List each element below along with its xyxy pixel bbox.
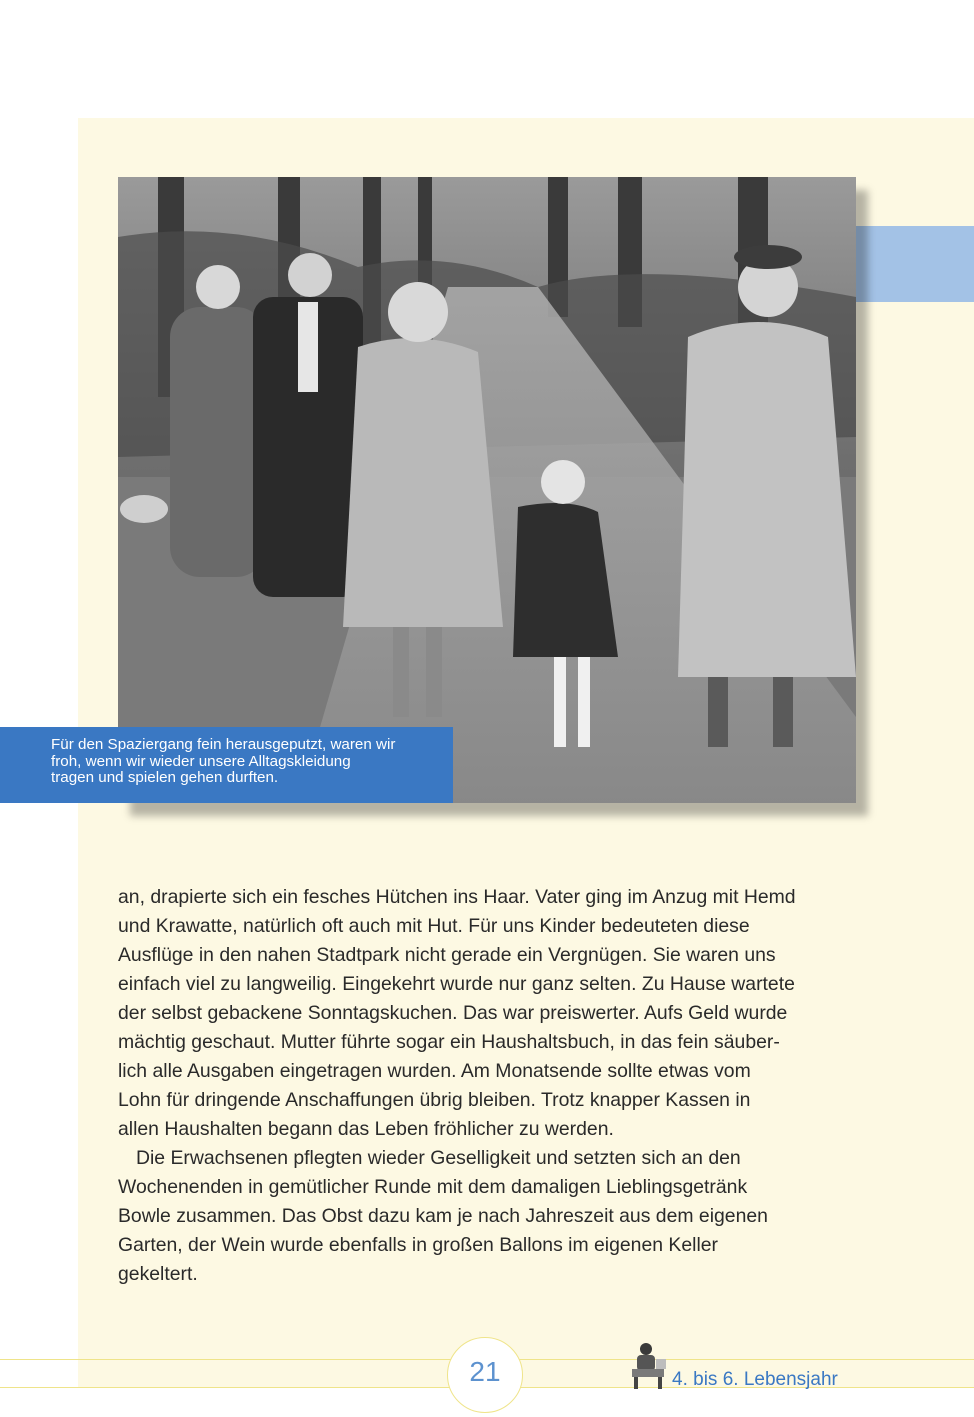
body-line: Wochenenden in gemütlicher Runde mit dem damaligen Lieblingsgetränk	[118, 1176, 748, 1198]
body-line: an, drapierte sich ein fesches Hütchen ins Haar. Vater ging im Anzug mit Hemd	[118, 886, 796, 908]
body-line: Garten, der Wein wurde ebenfalls in großen Ballons im eigenen Keller	[118, 1234, 719, 1256]
body-line: lich alle Ausgaben eingetragen wurden. Am Monatsende sollte etwas vom	[118, 1060, 751, 1082]
caption-line: tragen und spielen gehen durften.	[51, 769, 279, 786]
body-line: der selbst gebackene Sonntagskuchen. Das war preiswerter. Aufs Geld wurde	[118, 1002, 788, 1024]
caption-line: Für den Spaziergang fein herausgeputzt, waren wir	[51, 736, 396, 753]
body-line: Die Erwachsenen pflegten wieder Geselligkeit und setzten sich an den	[136, 1147, 741, 1169]
body-line: einfach viel zu langweilig. Eingekehrt wurde nur ganz selten. Zu Hause wartete	[118, 973, 795, 995]
body-line: allen Haushalten begann das Leben fröhlicher zu werden.	[118, 1118, 614, 1140]
family-walk-photo	[118, 177, 856, 803]
body-line: Bowle zusammen. Das Obst dazu kam je nach Jahreszeit aus dem eigenen	[118, 1205, 768, 1227]
photo-caption	[0, 727, 453, 803]
body-text	[118, 883, 878, 1289]
body-line: Ausflüge in den nahen Stadtpark nicht gerade ein Vergnügen. Sie waren uns	[118, 944, 776, 966]
body-line: gekeltert.	[118, 1263, 198, 1285]
body-line: mächtig geschaut. Mutter führte sogar ein Haushaltsbuch, in das fein säuber-	[118, 1031, 780, 1053]
section-tab-marker	[856, 226, 974, 302]
caption-line: froh, wenn wir wieder unsere Alltagskleidung	[51, 752, 351, 770]
child-on-stool-icon	[628, 1341, 668, 1391]
body-line: Lohn für dringende Anschaffungen übrig bleiben. Trotz knapper Kassen in	[118, 1089, 751, 1111]
body-line: und Krawatte, natürlich oft auch mit Hut. Für uns Kinder bedeuteten diese	[118, 915, 750, 937]
page-number: 21	[469, 1356, 501, 1387]
chapter-label: 4. bis 6. Lebensjahr	[672, 1369, 838, 1390]
